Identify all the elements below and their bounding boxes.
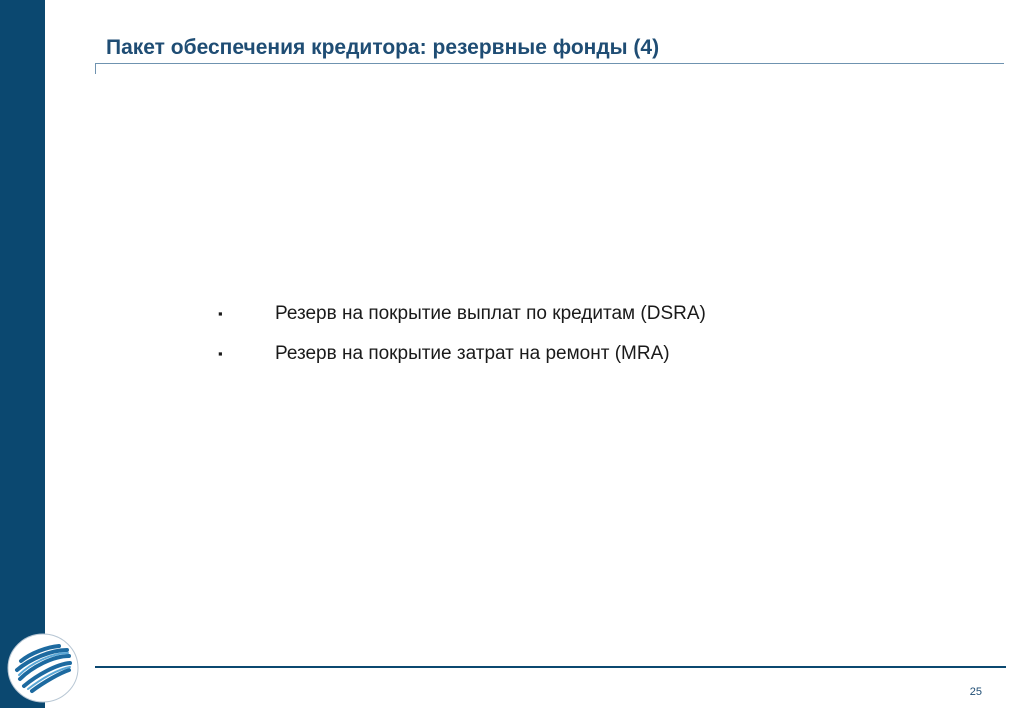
globe-logo-icon [6,632,80,704]
square-bullet-icon: ▪ [218,346,223,361]
square-bullet-icon: ▪ [218,306,223,321]
title-underline [95,63,1004,64]
footer-rule [95,666,1006,668]
title-underline-tick [95,63,96,74]
bullet-text: Резерв на покрытие выплат по кредитам (DSRA) [275,303,706,324]
bullet-text: Резерв на покрытие затрат на ремонт (MRA) [275,343,670,364]
slide-title: Пакет обеспечения кредитора: резервные фонды (4) [106,36,660,59]
left-sidebar-band [0,0,45,708]
page-number: 25 [969,686,982,698]
